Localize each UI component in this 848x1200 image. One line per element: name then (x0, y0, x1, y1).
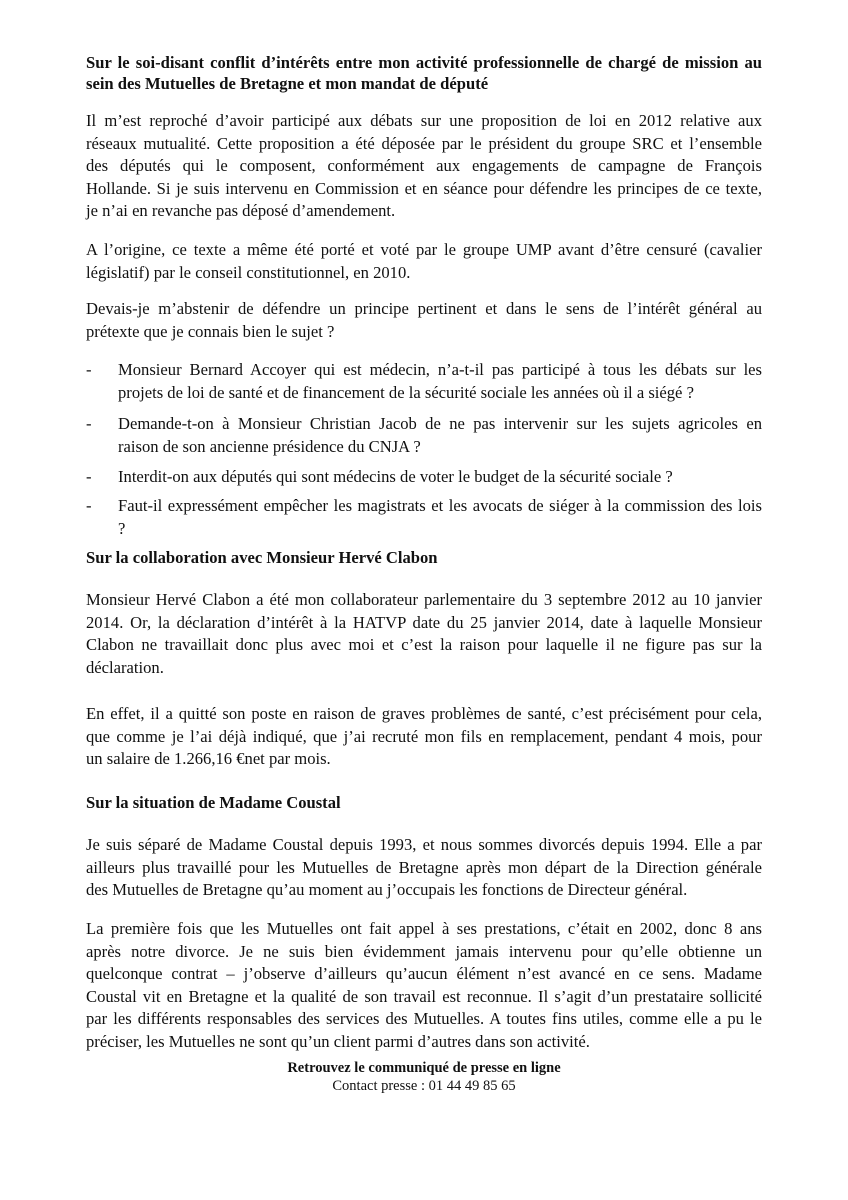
text-line: Sur le soi-disant conflit d’intérêts entre mon activité professionnelle de chargé de mission au (86, 53, 762, 72)
text-line: sein des Mutuelles de Bretagne et mon mandat de député (86, 74, 489, 93)
text-line: je n’ai en revanche pas déposé d’amendement. (86, 201, 396, 220)
bullet-dash: - (86, 360, 92, 379)
text-line: des députés qui le composent, conformément aux engagements de campagne de François (86, 156, 762, 175)
section-heading-conflit (86, 52, 762, 94)
paragraph-abstenir (86, 298, 762, 343)
paragraph-origine (86, 239, 762, 284)
text-line: prétexte que je connais bien le sujet ? (86, 321, 335, 341)
bullet-text (118, 413, 762, 458)
text-line: 2014. Or, la déclaration d’intérêt à la HATVP date du 25 janvier 2014, date à laquelle Monsieur (86, 612, 762, 632)
text-line: ailleurs plus travaillé pour les Mutuelles de Bretagne après mon départ de la Direction générale (86, 857, 762, 877)
text-line: Interdit-on aux députés qui sont médecins de voter le budget de la sécurité sociale ? (118, 467, 673, 486)
text-line: que comme je l’ai déjà indiqué, que j’ai recruté mon fils en remplacement, pendant 4 mois, pour (86, 726, 762, 746)
bullet-dash: - (86, 496, 92, 515)
text-line: Monsieur Hervé Clabon a été mon collaborateur parlementaire du 3 septembre 2012 au 10 janvier (86, 590, 762, 609)
footer (0, 1059, 848, 1095)
paragraph-sante (86, 703, 762, 771)
paragraph-reproche (86, 110, 762, 223)
paragraph-separe (86, 834, 762, 902)
bullet-dash: - (86, 467, 92, 486)
text-line: ? (118, 518, 126, 538)
text-line: réseaux mutualité. Cette proposition a été déposée par le président du groupe SRC et l’ensemble (86, 133, 762, 153)
bullet-text (118, 495, 762, 540)
bullet-text (118, 359, 762, 404)
text-line: La première fois que les Mutuelles ont fait appel à ses prestations, c’était en 2002, donc 8 ans (86, 919, 762, 938)
bullet-text (118, 466, 762, 489)
text-line: des Mutuelles de Bretagne qu’au moment au j’occupais les fonctions de Directeur général. (86, 880, 688, 899)
text-line: après notre divorce. Je ne suis bien évidemment jamais intervenu pour qu’elle obtienne un (86, 941, 762, 961)
text-line: projets de loi de santé et de financement de la sécurité sociale les années où il a siégé ? (118, 382, 694, 402)
text-line: Je suis séparé de Madame Coustal depuis 1993, et nous sommes divorcés depuis 1994. Elle a par (86, 835, 762, 854)
press-release-online-link[interactable]: Retrouvez le communiqué de presse en ligne (287, 1060, 561, 1076)
text-line: Coustal vit en Bretagne et la qualité de son travail est reconnue. Il s’agit d’un prestataire sollicité (86, 986, 762, 1006)
bullet-dash: - (86, 414, 92, 433)
section-heading-coustal (86, 792, 762, 813)
text-line: Clabon ne travaillait donc plus avec moi et c’est la raison pour laquelle il ne figure pas sur la (86, 635, 762, 654)
text-line: Il m’est reproché d’avoir participé aux débats sur une proposition de loi en 2012 relative aux (86, 111, 762, 130)
text-line: A l’origine, ce texte a même été porté et voté par le groupe UMP avant d’être censuré (cavalier (86, 240, 762, 259)
paragraph-premiere-fois (86, 918, 762, 1053)
text-line: En effet, il a quitté son poste en raison de graves problèmes de santé, c’est précisément pour cela, (86, 704, 762, 723)
text-line: déclaration. (86, 657, 164, 677)
text-line: raison de son ancienne présidence du CNJA ? (118, 436, 421, 456)
text-line: Hollande. Si je suis intervenu en Commission et en séance pour défendre les principes de ce texte, (86, 178, 762, 198)
text-line: Devais-je m’abstenir de défendre un principe pertinent et dans le sens de l’intérêt général au (86, 299, 762, 318)
text-line: un salaire de 1.266,16 €net par mois. (86, 749, 331, 768)
text-line: Demande-t-on à Monsieur Christian Jacob de ne pas intervenir sur les sujets agricoles en (118, 414, 762, 433)
text-line: Faut-il expressément empêcher les magistrats et les avocats de siéger à la commission des lois (118, 496, 762, 515)
text-line: Sur la situation de Madame Coustal (86, 793, 341, 812)
text-line: quelconque contrat – j’observe d’ailleurs qu’aucun élément n’est avancé en ce sens. Madame (86, 964, 762, 983)
text-line: par les différents responsables des services des Mutuelles. A toutes fins utiles, comme elle a pu le (86, 1009, 762, 1028)
text-line: législatif) par le conseil constitutionnel, en 2010. (86, 262, 411, 282)
text-line: Monsieur Bernard Accoyer qui est médecin, n’a-t-il pas participé à tous les débats sur les (118, 360, 762, 379)
text-line: Sur la collaboration avec Monsieur Hervé Clabon (86, 548, 438, 567)
press-contact: Contact presse : 01 44 49 85 65 (332, 1078, 516, 1094)
text-line: préciser, les Mutuelles ne sont qu’un client parmi d’autres dans son activité. (86, 1031, 590, 1051)
section-heading-collaboration (86, 547, 762, 568)
paragraph-clabon (86, 589, 762, 679)
